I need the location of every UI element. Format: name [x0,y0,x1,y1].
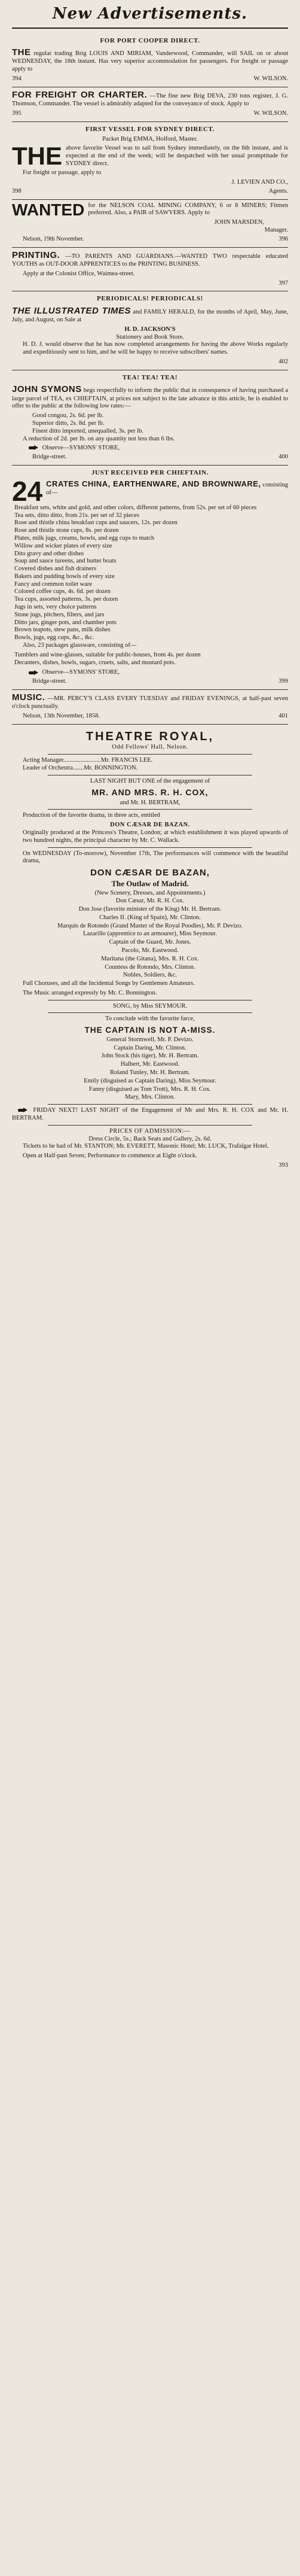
theatre-friday: FRIDAY NEXT! LAST NIGHT of the Engagement of Mr and Mrs. R. H. COX and Mr. H. BERTRAM. [12,1107,289,1121]
cast-line: Mary, Mrs. Clinton. [125,1094,175,1101]
ad-footer [12,454,288,461]
tea-price-item: Superior ditto, 2s. 8d. per lb. [32,419,105,427]
ad-apply: For freight or passage, apply to [23,169,102,177]
list-item: Dito gravy and other dishes [14,550,84,557]
cast-line: Charles II. (King of Spain), Mr. Clinton. [99,914,201,921]
cast-line: Roland Tunley, Mr. H. Bertram. [109,1069,191,1076]
list-item: Tea sets, ditto ditto, from 21s. per set of 32 pieces [14,512,139,519]
cast-line: Marquis de Rotondo (Grand Master of the Royal Poodles), Mr. P. Devizo. [57,922,243,929]
tea-price-item: Good congou, 2s. 6d. per lb. [32,412,104,419]
ad-text: regular trading Brig LOUIS AND MIRIAM, Vanderwood, Commander, will SAIL on or about WEDNESDAY, the 18th instant. Has very superior accommodation for passengers. For freight or passage apply to [12,50,288,73]
theatre-originally: Originally produced at the Princess's Theatre, London; at which establishment it was played upwards of two hundred nights, the principal character by Mr. C. Wallack. [23,829,288,844]
ad-observe: Observe—SYMONS' STORE, [42,445,120,452]
divider [48,1012,252,1013]
ad-footer [12,236,288,244]
ad-observe-line [12,669,288,677]
theatre-leader: Leader of Orchestra.......Mr. BONNINGTON. [23,764,138,771]
theatre-play-intro: DON CÆSAR DE BAZAN. [110,822,190,829]
ad-agent-role: Agents. [268,187,288,194]
ad-role: Manager. [264,227,288,234]
ad-lead: PRINTING. [12,250,60,260]
ad-periodicals [12,291,288,370]
ad-footer [12,75,288,83]
ad-date: Nelson, 19th November. [23,235,84,242]
ad-body [12,90,288,108]
ad-number: 401 [278,713,288,720]
pointing-hand-icon [18,1108,27,1113]
list-item: Jugs in sets, very choice patterns [14,604,97,611]
ad-number: 400 [278,454,288,461]
masthead-title: New Advertisements. [12,5,288,29]
ad-lead-number: 24 [12,476,43,507]
list-item: Tumblers and wine-glasses, suitable for public-houses, from 4s. per dozen [14,651,201,658]
list-item: Rose and thistle china breakfast cups and saucers, 12s. per dozen [14,519,177,527]
cast-line: Captain of the Guard, Mr. Jones. [109,939,191,946]
ad-body [12,306,288,324]
divider [48,809,252,810]
ad-body [12,141,288,170]
ad-lead: THE ILLUSTRATED TIMES [12,305,131,316]
ad-number: 395 [12,110,22,117]
ad-number: 393 [278,1161,288,1169]
ad-number: 397 [278,279,288,287]
ad-subheading: Packet Brig EMMA, Holford, Master. [102,136,198,143]
ad-crates [12,466,288,690]
ad-footer [12,188,288,196]
ad-number: 396 [278,235,288,242]
ad-text: above favorite Vessel was to sail from Sydney immediately, on the 6th instant, and is expected at the end of the week; will be despatched with her usual promptitude for SYDNEY direct. [66,144,288,167]
crate-items-list [12,504,288,642]
cast-line: General Stormwell, Mr. P. Devizo. [106,1036,194,1043]
list-item: Fancy and common toilet ware [14,580,93,588]
list-item: Plates, milk jugs, creams, bowls, and egg cups to match [14,534,155,542]
ad-lead: FOR FREIGHT OR CHARTER. [12,89,148,100]
pointing-hand-icon [29,670,38,676]
ad-body [12,476,289,507]
ad-lead: CRATES CHINA, EARTHENWARE, AND BROWNWARE, [46,479,261,489]
divider [48,754,252,755]
ad-text: begs respectfully to inform the public that in consequence of having purchased a large parcel of TEA, ex CHIEFTAIN, at prices not subject to the late advance in this article, he is enabled to offer to the public at the following low rates:— [12,387,288,410]
ad-heading: JUST RECEIVED PER CHIEFTAIN. [91,469,209,476]
ad-port-cooper [12,34,288,87]
cast-line: Captain Daring, Mr. Clinton. [114,1044,186,1051]
list-item: Brown teapots, stew pans, milk dishes [14,626,111,634]
cast-line: John Stock (his tiger), Mr. H. Bertram. [101,1053,199,1060]
cast-line: Halbert, Mr. Eastwood. [120,1061,180,1068]
ad-text: —The fine new Brig DEVA, 230 tons register, J. G. Thomson, Commander. The vessel is admirably adapted for the conveyance of stock. Apply to [12,92,289,108]
list-item: Bakers and pudding bowls of every size [14,573,115,580]
ad-heading: PERIODICALS! PERIODICALS! [97,295,203,303]
theatre-farce-title: THE CAPTAIN IS NOT A-MISS. [84,1026,216,1035]
cast-line: Lazarillo (apprentice to an armourer), Miss Seymour. [83,930,217,938]
ad-observe-line [12,445,288,452]
ad-text: —MR. PERCY'S CLASS EVERY TUESDAY and FRIDAY EVENINGS, at half-past seven o'clock punctually. [12,695,289,710]
ad-footer [12,678,288,686]
ad-lead: THE [12,47,31,58]
theatre-play-subtitle: The Outlaw of Madrid. [111,879,189,889]
ad-street: Bridge-street. [32,454,67,461]
ad-lead: THE [12,141,62,170]
theatre-on-wednesday: On WEDNESDAY (To-morrow), November 17th, The performances will commence with the beautiful drama, [23,850,288,865]
theatre-manager: Acting Manager........................Mr. FRANCIS LEE. [23,757,153,764]
list-item: Colored coffee cups, 4s. 6d. per dozen [14,588,111,595]
theatre-title: THEATRE ROYAL, [85,729,215,743]
list-item: Breakfast sets, white and gold, and other colors, different patterns, from 52s. per set of 60 pieces [14,504,257,511]
ad-heading: FIRST VESSEL FOR SYDNEY DIRECT. [85,125,215,133]
theatre-scenery: (New Scenery, Dresses, and Appointments.) [94,890,206,897]
list-item: Covered dishes and fish drainers [14,565,97,573]
ad-lead: MUSIC. [12,692,45,703]
ad-agent: J. LEVIEN AND CO., [231,179,288,186]
ad-intro: consisting of— [46,482,289,497]
theatre-hall: Odd Fellows' Hall, Nelson. [112,744,188,751]
ad-heading: FOR PORT COOPER DIRECT. [100,37,200,44]
cast-line: Fanny (disguised as Tom Trott), Mrs. R. H. Cox. [88,1085,212,1093]
list-item: Willow and wicker plates of every size [14,542,112,549]
ad-number: 394 [12,75,22,83]
list-item: Tea cups, assorted patterns, 3s. per dozen [14,596,118,603]
ad-printing [12,248,288,292]
ad-number: 399 [278,678,288,685]
ad-apply: Apply at the Colonist Office, Waimea-street. [23,270,135,277]
theatre-doors: Open at Half-past Seven; Performance to commence at Eight o'clock. [23,1152,197,1160]
cast-line: Emily (disguised as Captain Daring), Miss Seymour. [84,1077,216,1084]
ad-coal-mining [12,200,288,248]
ad-vendor-sub: Stationery and Book Store. [116,333,184,340]
ad-body [12,202,288,218]
theatre-chorus: Full Choruses, and all the Incidental Songs by Gentlemen Amateurs. [23,980,195,987]
theatre-prices-heading: PRICES OF ADMISSION:— [109,1127,191,1135]
ad-music [12,690,288,725]
ad-text: —TO PARENTS AND GUARDIANS.—WANTED TWO respectable educated YOUTHS as OUT-DOOR APPRENTICES to the PRINTING BUSINESS. [12,253,289,267]
list-item: Decanters, dishes, bowls, sugars, cruets, salts, and mustard pots. [14,659,176,666]
theatre-last-night: LAST NIGHT BUT ONE of the engagement of [90,777,210,784]
ad-body [12,250,288,269]
pointing-hand-icon [29,445,38,451]
theatre-stars-2: and Mr. H. BERTRAM, [120,799,180,806]
theatre-conclude: To conclude with the favorite farce, [105,1015,195,1023]
ad-text: and FAMILY HERALD, for the months of April, May, June, July, and August, on Sale at [12,308,289,324]
theatre-tickets: Tickets to be had of Mr. STANTON; Mr. EVERETT, Masonic Hotel; Mr. LUCK, Trafalgar Hotel. [23,1143,269,1150]
theatre-farce-cast [12,1036,288,1102]
theatre-song: SONG, by Miss SEYMOUR. [113,1002,187,1009]
ad-observe: Observe—SYMONS' STORE, [42,669,120,676]
ad-reduction: A reduction of 2d. per lb. on any quantity not less than 6 lbs. [23,435,175,442]
list-item: Stone jugs, pitchers, filters, and jars [14,611,105,618]
ad-signature: JOHN MARSDEN, [214,219,264,226]
ad-date: Nelson, 13th November, 1858. [23,713,100,720]
cast-line: Nobles, Soldiers, &c. [123,972,177,979]
theatre-cast-list [12,898,288,980]
ad-vendor: H. D. JACKSON'S [124,326,176,333]
cast-line: Maritana (the Gitana), Mrs. R. H. Cox. [101,955,199,962]
ad-footer [12,110,288,118]
ad-lead: WANTED [12,200,85,219]
divider [48,1104,252,1105]
ad-street: Bridge-street. [32,678,67,685]
list-item: Ditto jars, ginger pots, and chamber pots [14,619,117,626]
ad-agent: W. WILSON. [253,75,288,83]
cast-line: Countess de Rotondo, Mrs. Clinton. [105,963,195,971]
ad-theatre [12,725,288,1173]
ad-body [12,692,288,711]
theatre-friday-line [12,1107,288,1123]
theatre-stars: MR. AND MRS. R. H. COX, [91,787,209,797]
ad-agent: W. WILSON. [253,110,288,117]
list-item: Soup and sauce tureens, and butter boats [14,558,117,565]
ad-tea [12,370,288,466]
ad-text: for the NELSON COAL MINING COMPANY, 6 or 8 MINERS; Fitmen preferred. Also, a PAIR of SAWYERS. Apply to [88,202,288,217]
theatre-production: Production of the favorite drama, in three acts, entitled [23,812,160,819]
ad-freight-charter [12,87,288,122]
list-item: Bowls, jugs, egg cups, &c., &c. [14,634,94,641]
divider [48,847,252,848]
ad-number: 398 [12,187,22,194]
ad-body [12,47,288,74]
ad-lead: JOHN SYMONS [12,384,82,395]
ad-footer [12,713,288,720]
theatre-music-arr: The Music arranged expressly by Mr. C. Bonnington. [23,989,157,996]
list-item: Rose and thistle stone cups, 8s. per dozen [14,527,119,534]
theatre-prices: Dress Circle, 5s.; Back Seats and Gallery, 2s. 6d. [88,1135,212,1142]
theatre-play-title: DON CÆSAR DE BAZAN, [90,868,210,878]
ad-body [12,384,288,410]
ad-heading: TEA! TEA! TEA! [122,373,178,381]
ad-number: 402 [278,358,288,366]
divider [48,1125,252,1126]
cast-line: Don Cæsar, Mr. R. H. Cox. [115,898,185,905]
ad-also: Also, 23 packages glassware, consisting of— [23,642,137,649]
ad-notice: H. D. J. would observe that he has now completed arrangements for having the above Works regularly and expeditiously sent to him, and he will be happy to receive subscribers' names. [23,341,288,356]
tea-price-item: Finest ditto imported, unequalled, 3s. per lb. [32,427,144,434]
cast-line: Pacolo, Mr. Eastwood. [121,947,179,954]
cast-line: Don Jose (favorite minister of the King) Mr. H. Bertram. [78,905,222,913]
ad-sydney [12,122,288,200]
